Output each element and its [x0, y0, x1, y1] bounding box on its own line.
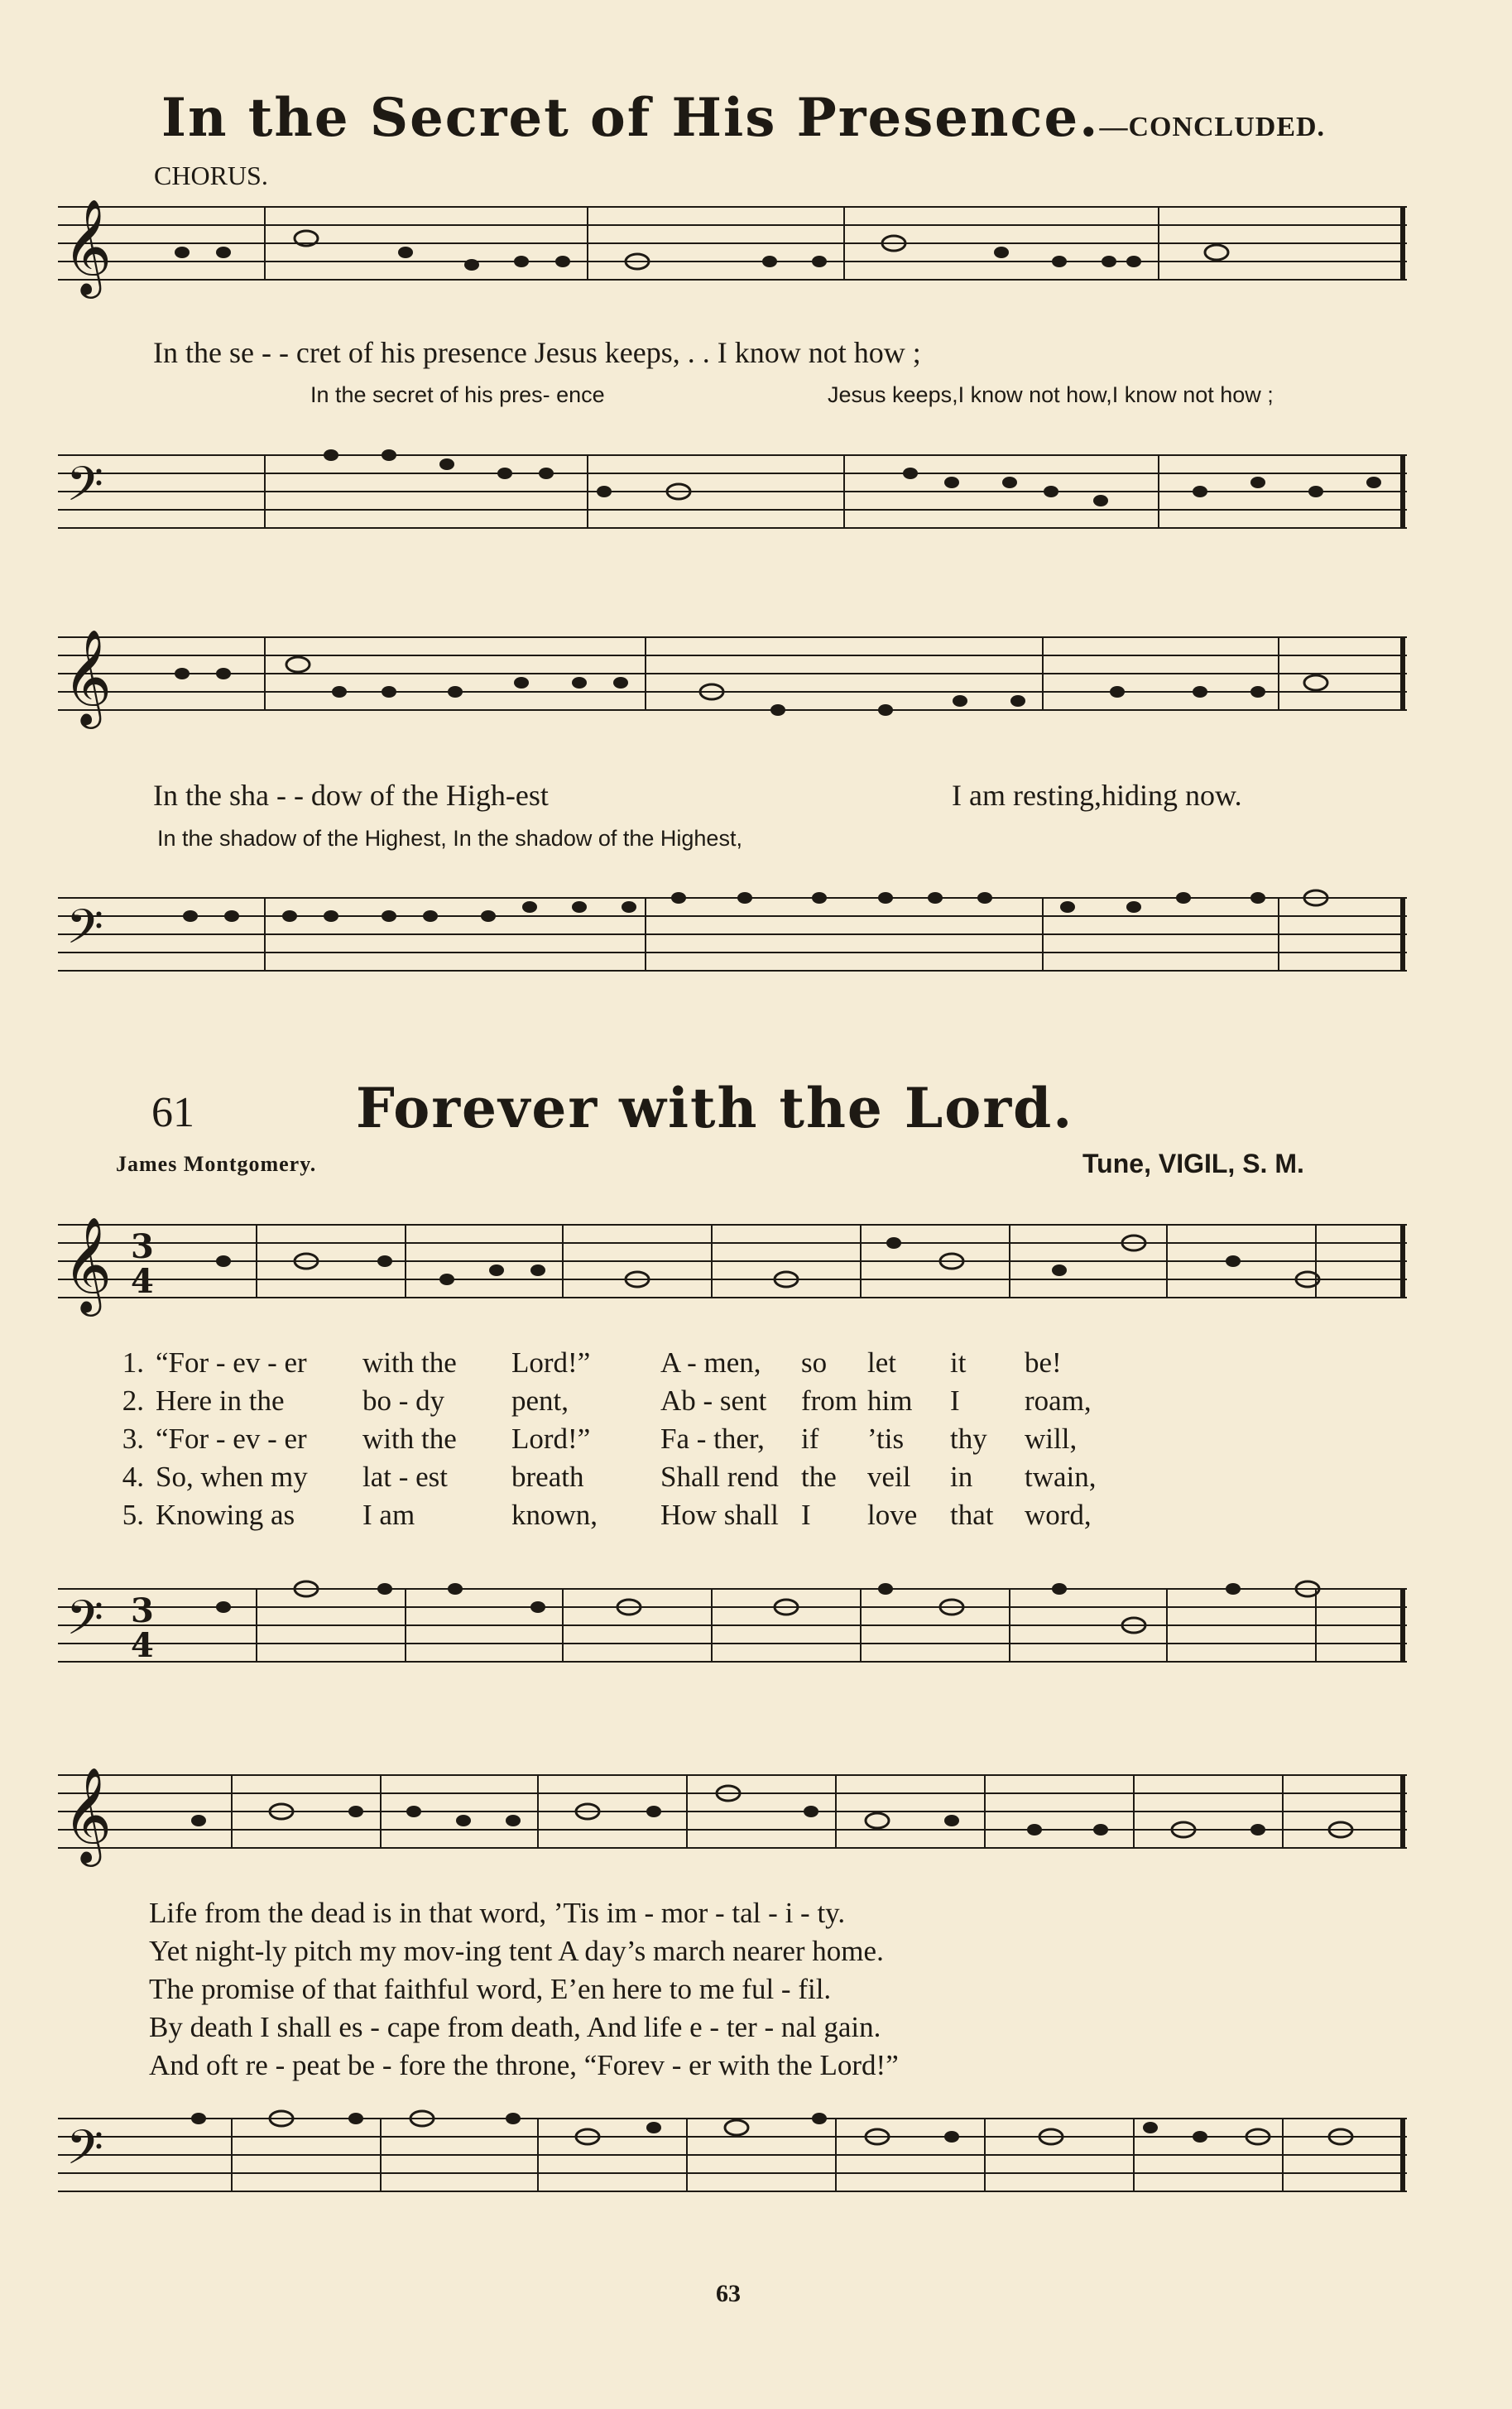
lyrics-top-bass: Jesus keeps,I know not how,I know not how ; [828, 382, 1274, 407]
verse2-line: Yet night-ly pitch my mov-ing tent A day’s march nearer home. [149, 1935, 884, 1967]
staff-bass-61-2 [58, 2094, 1415, 2234]
hymn-number: 61 [151, 1089, 194, 1136]
verse-word: love [867, 1499, 918, 1531]
svg-text:𝄞: 𝄞 [63, 198, 113, 295]
verse-word: let [867, 1346, 896, 1379]
lyrics-top-line2: In the sha - - dow of the High-est [153, 779, 549, 812]
verse-word: pent, [511, 1384, 569, 1417]
verse-word: known, [511, 1499, 598, 1531]
verse-word: word, [1025, 1499, 1092, 1531]
svg-text:3: 3 [131, 1227, 154, 1266]
verse-row-1 [114, 1346, 1097, 1384]
verse-word: A - men, [660, 1346, 761, 1379]
svg-text:𝄞: 𝄞 [63, 1766, 113, 1863]
chorus-label: CHORUS. [154, 161, 268, 190]
verse-word: with the [362, 1346, 457, 1379]
verse-word: So, when my [156, 1461, 308, 1493]
verse-word: bo - dy [362, 1384, 445, 1417]
verses-part2 [149, 1897, 899, 2087]
staff-treble-61-1 [58, 1200, 1415, 1341]
lyrics-top-line2-end: I am resting,hiding now. [952, 779, 1242, 812]
verse-word: How shall [660, 1499, 779, 1531]
hymn-title-top-text: In the Secret of His Presence. [161, 87, 1100, 149]
verse-word: if [801, 1423, 819, 1455]
verse2-row [149, 1935, 899, 1973]
verse-word: in [950, 1461, 973, 1493]
verse-word: Ab - sent [660, 1384, 767, 1417]
verse-word: roam, [1025, 1384, 1092, 1417]
svg-text:𝄞: 𝄞 [63, 1216, 113, 1312]
verse2-line: And oft re - peat be - fore the throne, “Forev - er with the Lord!” [149, 2049, 899, 2081]
svg-text:𝄢: 𝄢 [66, 456, 104, 524]
verse-word: Knowing as [156, 1499, 295, 1531]
verse-word: the [801, 1461, 837, 1493]
verse2-row [149, 2011, 899, 2049]
verse2-row [149, 2049, 899, 2087]
verse-word: I am [362, 1499, 415, 1531]
verse-number: 2. [122, 1384, 144, 1417]
concluded-label: —CONCLUDED. [1099, 112, 1326, 142]
verse-word: “For - ev - er [156, 1423, 307, 1455]
verse-word: will, [1025, 1423, 1078, 1455]
staff-treble-2 [58, 612, 1415, 761]
svg-text:𝄢: 𝄢 [66, 899, 104, 967]
verse-row-3 [114, 1423, 1097, 1461]
staff-treble-61-2 [58, 1750, 1415, 1891]
verse-word: Lord!” [511, 1346, 591, 1379]
verse-word: I [801, 1499, 811, 1531]
staff-bass-61-1 [58, 1564, 1415, 1705]
verse-word: lat - est [362, 1461, 449, 1493]
verse2-line: Life from the dead is in that word, ’Tis im - mor - tal - i - ty. [149, 1897, 846, 1929]
staff-treble-1 [58, 182, 1415, 306]
staff-bass-2 [58, 873, 1415, 1022]
verse-word: veil [867, 1461, 911, 1493]
staff-bass-1 [58, 430, 1415, 554]
verse-number: 3. [122, 1423, 144, 1455]
verse-word: that [950, 1499, 994, 1531]
verse-word: with the [362, 1423, 457, 1455]
verse-row-4 [114, 1461, 1097, 1499]
verse-word: Lord!” [511, 1423, 591, 1455]
verses-part1 [114, 1346, 1097, 1537]
verse-word: Fa - ther, [660, 1423, 765, 1455]
tune-label: Tune, VIGIL, S. M. [1082, 1149, 1304, 1178]
verse-word: ’tis [867, 1423, 905, 1455]
verse-word: Shall rend [660, 1461, 779, 1493]
svg-text:𝄢: 𝄢 [66, 2119, 104, 2187]
verse-word: him [867, 1384, 913, 1417]
verse-number: 1. [122, 1346, 144, 1379]
verse-number: 5. [122, 1499, 144, 1531]
verse-word: it [950, 1346, 967, 1379]
verse-word: “For - ev - er [156, 1346, 307, 1379]
verse-row-2 [114, 1384, 1097, 1423]
verse2-line: The promise of that faithful word, E’en here to me ful - fil. [149, 1973, 832, 2005]
verse-word: thy [950, 1423, 987, 1455]
svg-text:3: 3 [131, 1591, 154, 1630]
verse-word: so [801, 1346, 828, 1379]
verse2-row [149, 1973, 899, 2011]
verse-word: I [950, 1384, 960, 1417]
verse-number: 4. [122, 1461, 144, 1493]
lyrics-top-line2-bass: In the shadow of the Highest, In the shadow of the Highest, [157, 826, 742, 851]
verse2-line: By death I shall es - cape from death, And life e - ter - nal gain. [149, 2011, 881, 2043]
verse2-row [149, 1897, 899, 1935]
lyrics-top-line1: In the se - - cret of his presence Jesus keeps, . . I know not how ; [153, 336, 921, 369]
author-label: James Montgomery. [116, 1152, 317, 1176]
verse-word: twain, [1025, 1461, 1097, 1493]
svg-text:𝄢: 𝄢 [66, 1590, 104, 1658]
svg-text:𝄞: 𝄞 [63, 628, 113, 725]
page-number: 63 [716, 2280, 741, 2307]
verse-word: from [801, 1384, 858, 1417]
verse-word: breath [511, 1461, 584, 1493]
hymn-title-main: Forever with the Lord. [356, 1076, 1074, 1140]
svg-text:4: 4 [131, 1626, 154, 1665]
hymn-title-top [161, 87, 1325, 149]
verse-row-5 [114, 1499, 1097, 1537]
lyrics-top-alto: In the secret of his pres- ence [310, 382, 605, 407]
svg-text:4: 4 [131, 1262, 154, 1301]
verse-word: be! [1025, 1346, 1062, 1379]
verse-word: Here in the [156, 1384, 285, 1417]
